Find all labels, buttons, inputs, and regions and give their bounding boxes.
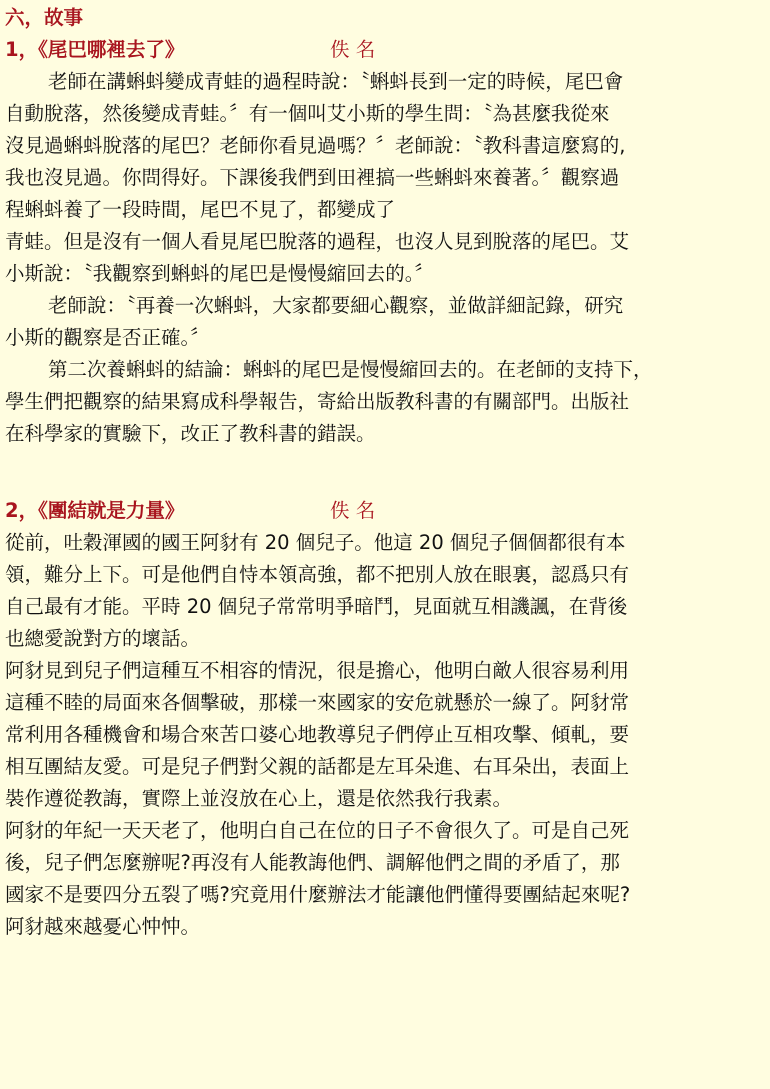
story1-author: 佚 名: [330, 38, 376, 61]
paragraph-line: 自己最有才能。平時 20 個兒子常常明爭暗鬥，見面就互相譏諷，在背後: [5, 595, 628, 618]
paragraph-line: 我也沒見過。你問得好。下課後我們到田裡搞一些蝌蚪來養著。〞觀察過: [5, 166, 620, 189]
story2-body: [5, 527, 770, 943]
paragraph-line: 沒見過蝌蚪脫落的尾巴？老師你看見過嗎？〞老師說：〝教科書這麼寫的,: [5, 134, 626, 157]
paragraph-line: 老師在講蝌蚪變成青蛙的過程時說：〝蝌蚪長到一定的時候，尾巴會: [48, 70, 624, 93]
paragraph-line: 小斯的觀察是否正確。〞: [5, 326, 210, 349]
paragraph-line: 小斯說：〝我觀察到蝌蚪的尾巴是慢慢縮回去的。〞: [5, 262, 435, 285]
story1-title: 1，《尾巴哪裡去了》: [5, 38, 185, 61]
paragraph-line: 自動脫落，然後變成青蛙。〞有一個叫艾小斯的學生問：〝為甚麼我從來: [5, 102, 610, 125]
paragraph-line: 阿豺見到兒子們這種互不相容的情況，很是擔心，他明白敵人很容易利用: [5, 659, 630, 682]
paragraph-line: 青蛙。但是沒有一個人看見尾巴脫落的過程，也沒人見到脫落的尾巴。艾: [5, 230, 630, 253]
paragraph-line: 這種不睦的局面來各個擊破，那樣一來國家的安危就懸於一線了。阿豺常: [5, 691, 630, 714]
story2-author: 佚 名: [330, 499, 376, 522]
story1-heading-row: [5, 34, 770, 66]
section-heading: 六，故事: [5, 6, 84, 29]
paragraph-line: 從前，吐穀渾國的國王阿豺有 20 個兒子。他這 20 個兒子個個都很有本: [5, 531, 626, 554]
paragraph-line: 也總愛說對方的壞話。: [5, 627, 201, 650]
paragraph-line: 老師說：〝再養一次蝌蚪，大家都要細心觀察，並做詳細記錄，研究: [48, 294, 624, 317]
paragraph-line: 領，難分上下。可是他們自恃本領高強，都不把別人放在眼裏，認爲只有: [5, 563, 630, 586]
paragraph-line: 相互團結友愛。可是兒子們對父親的話都是左耳朵進、右耳朵出，表面上: [5, 755, 630, 778]
story2-title: 2，《團結就是力量》: [5, 499, 185, 522]
paragraph-line: 常利用各種機會和場合來苦口婆心地教導兒子們停止互相攻擊、傾軋，要: [5, 723, 630, 746]
paragraph-line: 在科學家的實驗下，改正了教科書的錯誤。: [5, 422, 376, 445]
paragraph-line: 裝作遵從教誨，實際上並沒放在心上，還是依然我行我素。: [5, 787, 513, 810]
paragraph-line: 第二次養蝌蚪的結論：蝌蚪的尾巴是慢慢縮回去的。在老師的支持下，: [48, 358, 653, 381]
story2-heading-row: [5, 495, 770, 527]
story1-body: [5, 66, 770, 450]
paragraph-line: 阿豺越來越憂心忡忡。: [5, 915, 201, 938]
paragraph-line: 後，兒子們怎麼辦呢?再沒有人能教誨他們、調解他們之間的矛盾了，那: [5, 851, 620, 874]
section-spacer: [5, 450, 770, 495]
paragraph-line: 程蝌蚪養了一段時間，尾巴不見了，都變成了: [5, 198, 396, 221]
paragraph-line: 學生們把觀察的結果寫成科學報告，寄給出版教科書的有關部門。出版社: [5, 390, 630, 413]
paragraph-line: 國家不是要四分五裂了嗎?究竟用什麼辦法才能讓他們懂得要團結起來呢?: [5, 883, 631, 906]
paragraph-line: 阿豺的年紀一天天老了，他明白自己在位的日子不會很久了。可是自己死: [5, 819, 630, 842]
